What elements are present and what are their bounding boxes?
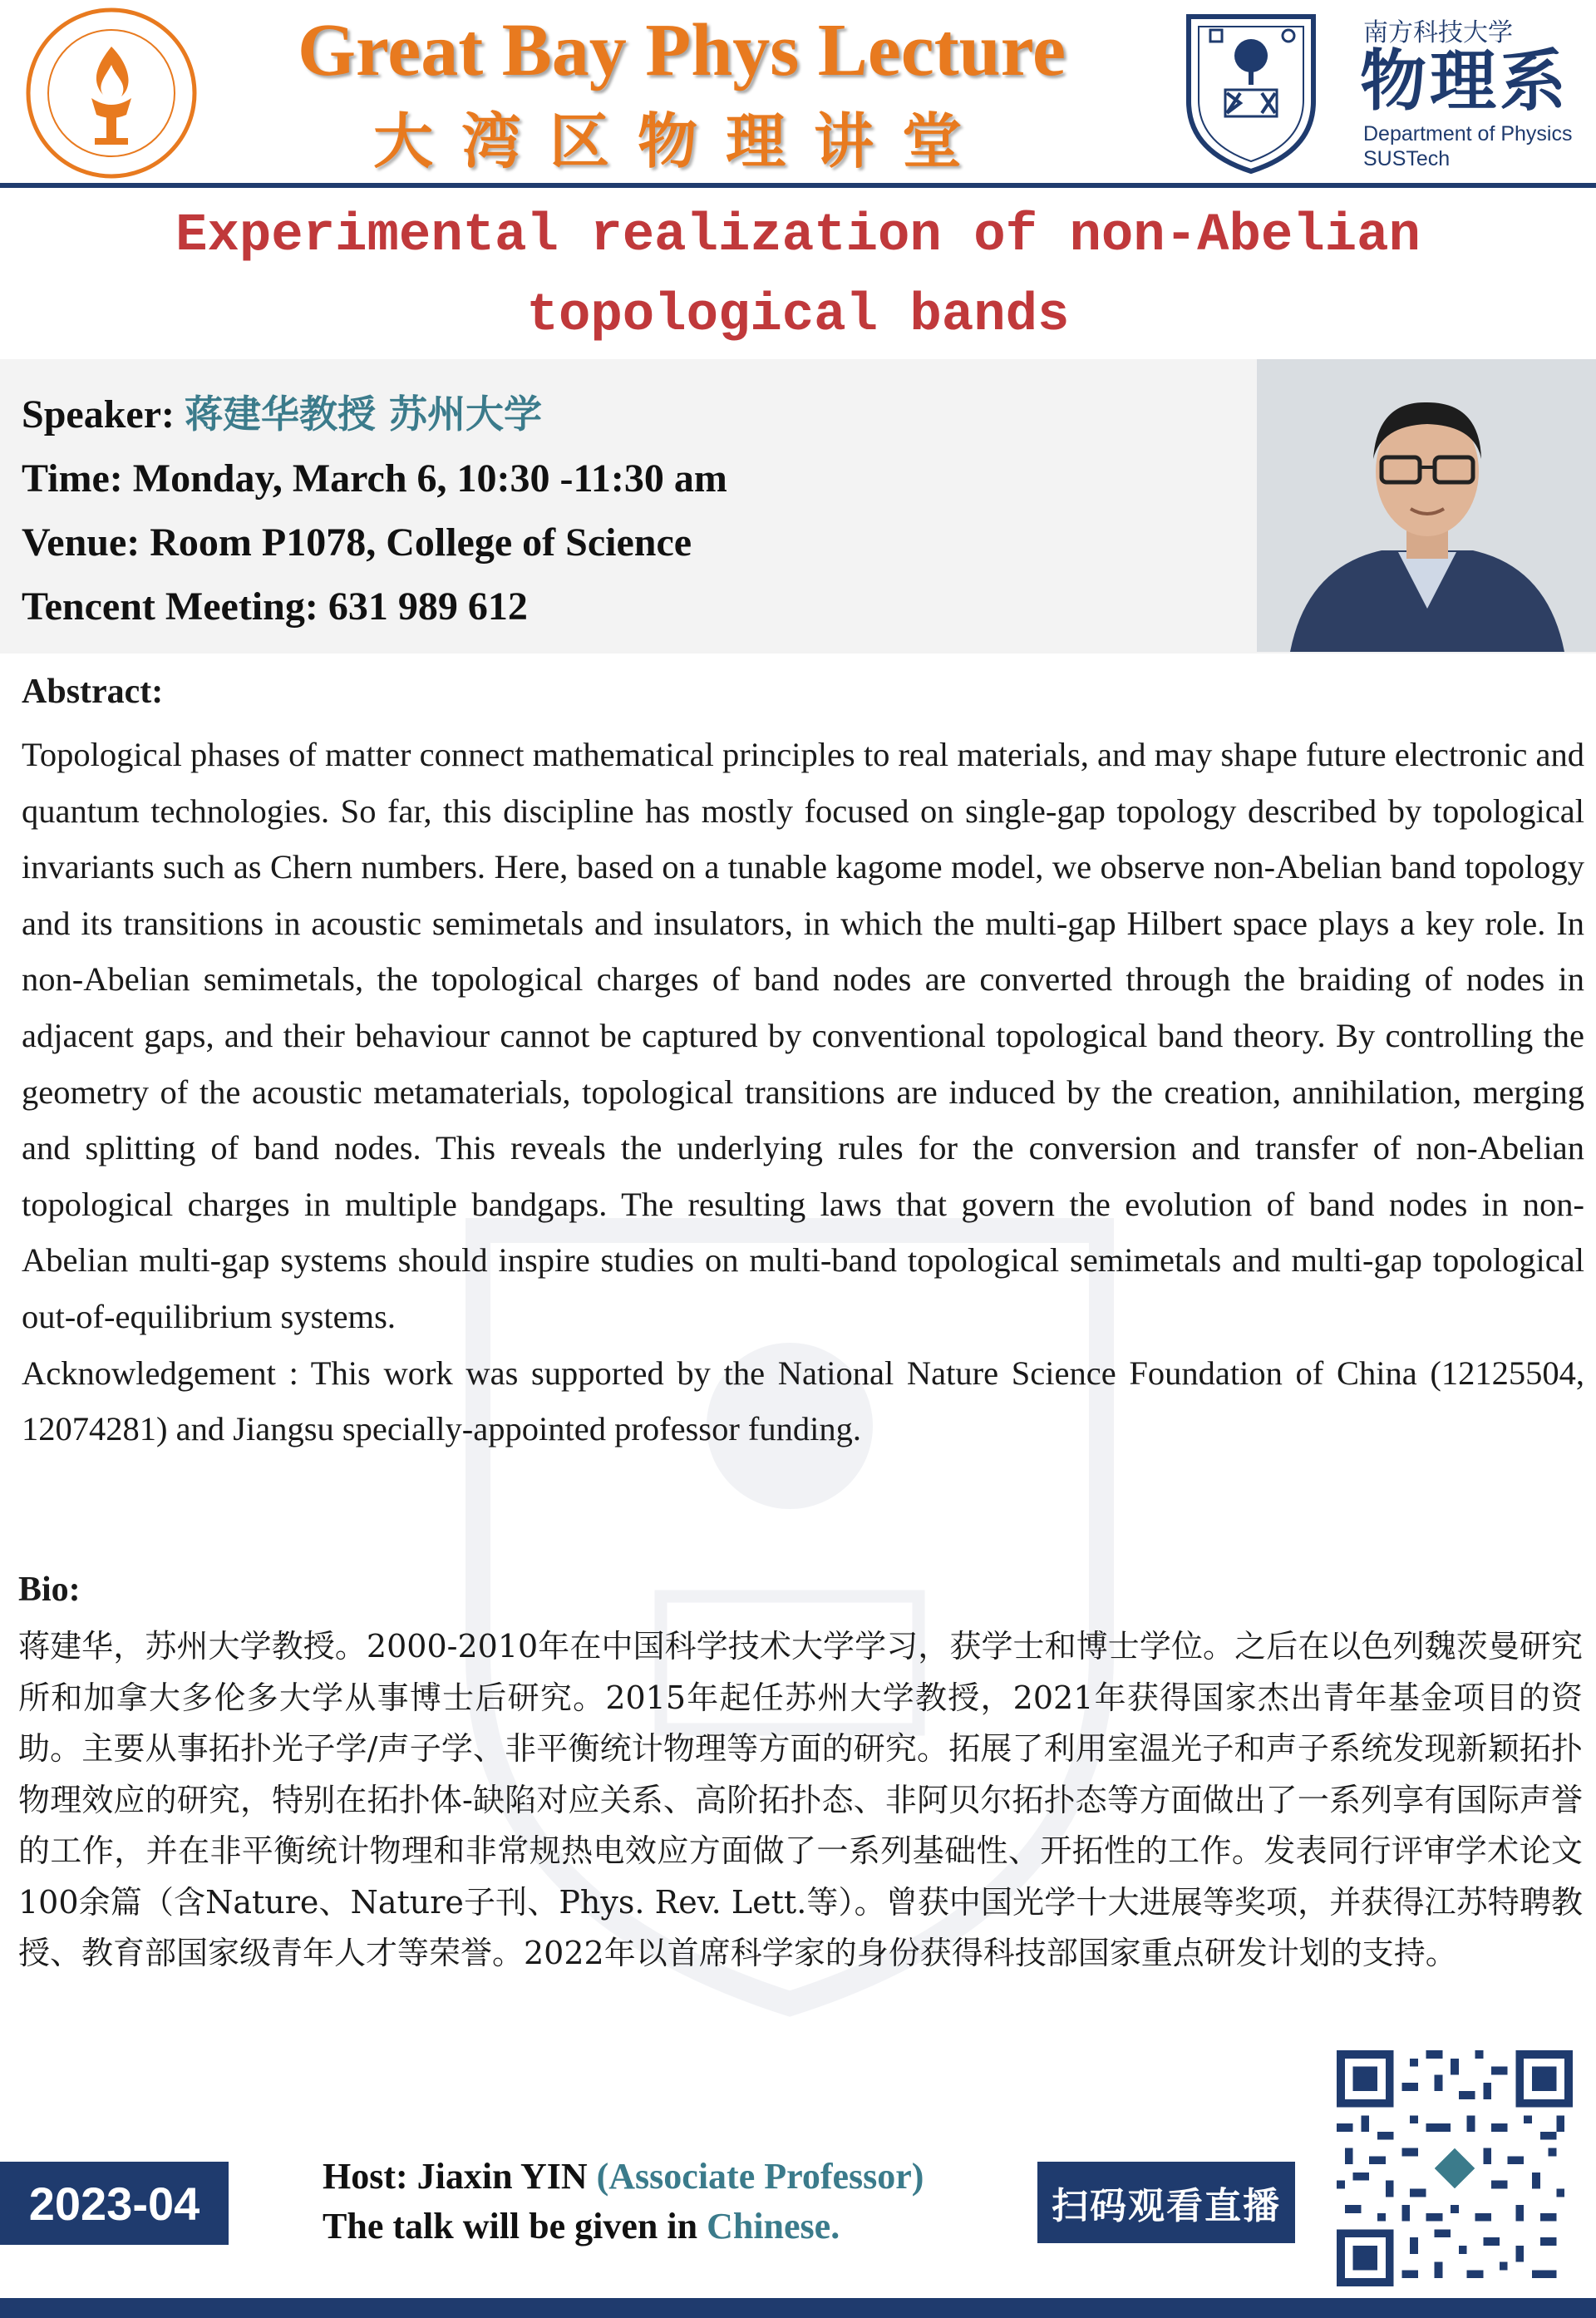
abstract-text: Topological phases of matter connect mathematical principles to real materials, and may shape future electronic and quantum technologies. So far, this discipline has mostly focused on single-gap topology described by topological invariants such as Chern numbers. Here, based on a tunable kagome model, we observe non-Abelian band topology and its transitions in acoustic semimetals and insulators, in which the multi-gap Hilbert space plays a key role. In non-Abelian semimetals, the topological charges of band nodes are converted through the braiding of nodes in adjacent gaps, and their behaviour cannot be captured by conventional topological band theory. By controlling the geometry of the acoustic metamaterials, topological transitions are induced by the creation, annihilation, merging and splitting of band nodes. This reveals the underlying rules for the conversion and transfer of non-Abelian topological charges in multiple bandgaps. The resulting laws that govern the evolution of band nodes in non-Abelian multi-gap systems should inspire studies on multi-band topological semimetals and multi-gap topological out-of-equilibrium systems. (22, 736, 1584, 1335)
scan-to-watch-live-button[interactable]: 扫码观看直播 (1037, 2162, 1295, 2243)
lecture-series-title-cn: 大湾区物理讲堂 (372, 106, 990, 176)
talk-details (22, 382, 1244, 639)
header-divider (0, 183, 1596, 188)
host-label: Host: (323, 2156, 408, 2197)
meeting-id: 631 989 612 (328, 584, 528, 629)
speaker-photo (1257, 359, 1596, 652)
qr-code-icon[interactable] (1337, 2050, 1573, 2286)
bio-text: 蒋建华，苏州大学教授。2000-2010年在中国科学技术大学学习，获学士和博士学位。之后在以色列魏茨曼研究所和加拿大多伦多大学从事博士后研究。2015年起任苏州大学教授，2021年获得国家杰出青年基金项目的资助。主要从事拓扑光子学/声子学、非平衡统计物理等方面的研究。拓展了利用室温光子和声子系统发现新颖拓扑物理效应的研究，特别在拓扑体-缺陷对应关系、高阶拓扑态、非阿贝尔拓扑态等方面做出了一系列享有国际声誉的工作，并在非平衡统计物理和非常规热电效应方面做了一系列基础性、开拓性的工作。发表同行评审学术论文100余篇（含Nature、Nature子刊、Phys. Rev. Lett.等）。曾获中国光学十大进展等奖项，并获得江苏特聘教授、教育部国家级青年人才等荣誉。2022年以首席科学家的身份获得科技部国家重点研发计划的支持。 (18, 1628, 1583, 1971)
date-badge: 2023-04 (0, 2162, 229, 2245)
language-prefix: The talk will be given in (323, 2206, 707, 2246)
department-name-line: SUSTech (1363, 147, 1451, 170)
abstract-body (22, 727, 1584, 1457)
venue-row (22, 510, 1244, 575)
host-title: (Associate Professor) (596, 2156, 924, 2197)
language-row (323, 2202, 1054, 2251)
time-row (22, 446, 1244, 510)
time-label: Time: (22, 456, 133, 501)
speaker-name: 蒋建华教授 苏州大学 (184, 392, 542, 436)
bio-heading: Bio: (18, 1571, 81, 1609)
footer-bar (0, 2298, 1596, 2318)
speaker-row (22, 382, 1244, 446)
sustech-university-logo (23, 5, 200, 181)
department-name-line: Department of Physics (1363, 122, 1573, 145)
speaker-label: Speaker: (22, 392, 185, 436)
university-name-cn: 南方科技大学 (1363, 18, 1513, 47)
venue-label: Venue: (22, 520, 150, 565)
host-name: Jiaxin YIN (407, 2156, 597, 2197)
venue-value: Room P1078, College of Science (150, 520, 692, 565)
abstract-heading: Abstract: (22, 673, 164, 711)
language-value: Chinese. (707, 2206, 840, 2246)
time-value: Monday, March 6, 10:30 -11:30 am (132, 456, 727, 501)
lecture-series-title: Great Bay Phys Lecture (297, 9, 1066, 91)
meeting-label: Tencent Meeting: (22, 584, 328, 629)
acknowledgement-text: Acknowledgement : This work was supported by the National Nature Science Foundation of China (12125504, 12074281) and Jiangsu specially-appointed professor funding. (22, 1354, 1584, 1448)
meeting-row (22, 575, 1244, 639)
host-info (323, 2152, 1054, 2251)
physics-department-crest (1180, 10, 1322, 176)
department-name-en (1363, 121, 1596, 171)
department-name-cn: 物理系 (1360, 42, 1569, 120)
talk-title: Experimental realization of non-Abelian topological bands (175, 206, 1421, 346)
host-row (323, 2152, 1054, 2202)
